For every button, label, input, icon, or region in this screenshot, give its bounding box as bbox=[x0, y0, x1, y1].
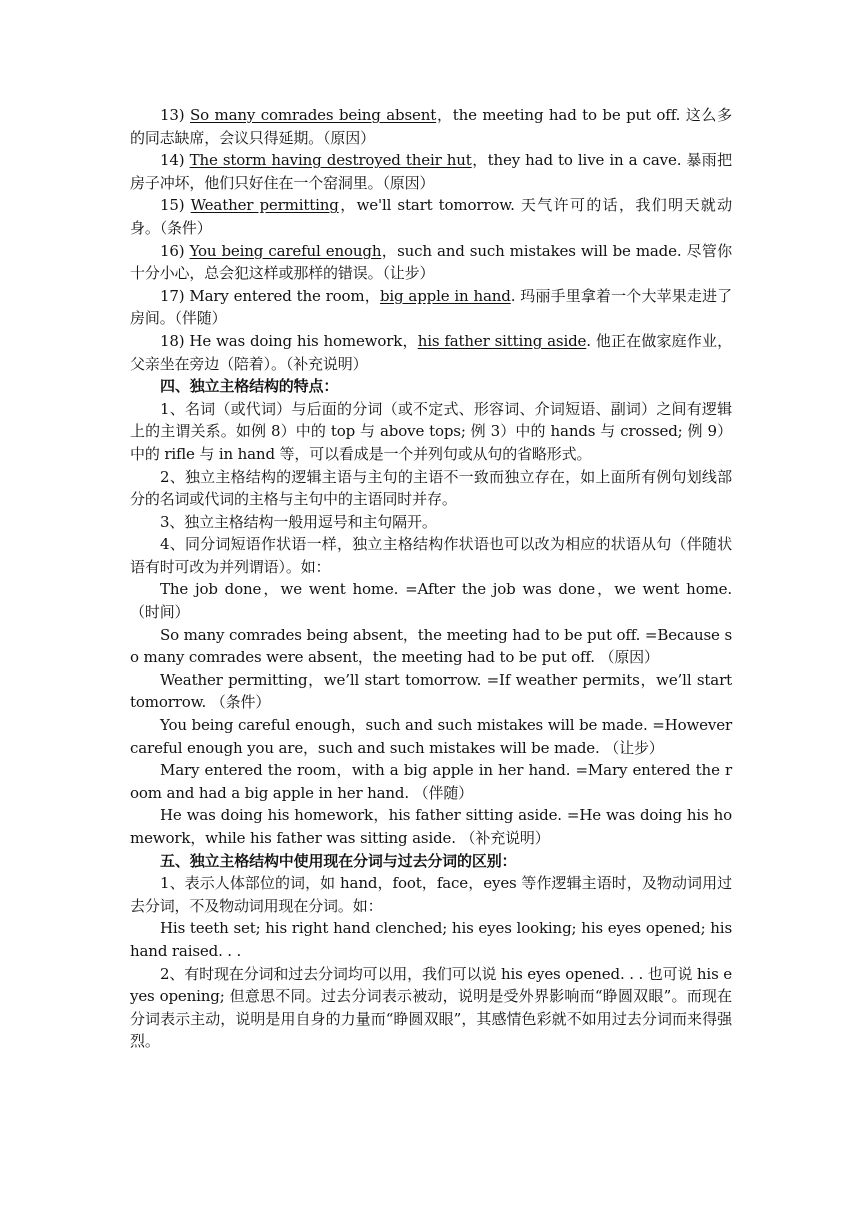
example-text: 17) Mary entered the room， bbox=[160, 286, 380, 305]
underlined-phrase: Weather permitting bbox=[190, 196, 339, 215]
section-heading-5: 五、独立主格结构中使用现在分词与过去分词的区别： bbox=[160, 851, 517, 870]
section-heading-4: 四、独立主格结构的特点： bbox=[160, 377, 339, 396]
example-15 bbox=[130, 194, 732, 239]
underlined-phrase: The storm having destroyed their hut bbox=[189, 151, 472, 170]
conversion-example-concession: You being careful enough，such and such mistakes will be made. =However careful enough you are，such and such mistakes will be made. （让步） bbox=[130, 716, 732, 757]
document-page bbox=[130, 104, 732, 1053]
example-18 bbox=[130, 330, 732, 375]
underlined-phrase: his father sitting aside bbox=[417, 331, 587, 350]
conversion-example-accompany: Mary entered the room，with a big apple in her hand. =Mary entered the room and had a big apple in her hand. （伴随） bbox=[130, 761, 732, 802]
participle-paragraph-1: 1、表示人体部位的词，如 hand，foot，face，eyes 等作逻辑主语时，及物动词用过去分词，不及物动词用现在分词。如： bbox=[130, 874, 732, 915]
example-text: ，we'll start tomorrow. 天气许可的话，我们明天就动身。（条件） bbox=[130, 196, 732, 237]
conversion-example-reason: So many comrades being absent，the meeting had to be put off. =Because so many comrades were absent，the meeting had to be put off. （原因） bbox=[130, 625, 732, 667]
example-14 bbox=[130, 149, 732, 194]
example-text: ，such and such mistakes will be made. 尽管你十分小心，总会犯这样或那样的错误。（让步） bbox=[130, 241, 732, 283]
example-text: 16) bbox=[160, 241, 190, 260]
feature-paragraph-1: 1、名词（或代词）与后面的分词（或不定式、形容词、介词短语、副词）之间有逻辑上的主谓关系。如例 8）中的 top 与 above tops; 例 3）中的 hands 与 crossed; 例 9）中的 rifle 与 in hand 等，可以看成是一个并列句或从句的省略形式。 bbox=[130, 399, 732, 463]
conversion-example-condition: Weather permitting，we’ll start tomorrow. =If weather permits，we’ll start tomorrow. （条件） bbox=[130, 670, 732, 712]
example-text: . 他正在做家庭作业，父亲坐在旁边（陪着）。（补充说明） bbox=[130, 331, 733, 373]
conversion-example-time: The job done，we went home. =After the job was done，we went home. （时间） bbox=[130, 580, 732, 622]
example-text: . 玛丽手里拿着一个大苹果走进了房间。（伴随） bbox=[130, 286, 733, 328]
example-16 bbox=[130, 240, 732, 285]
feature-paragraph-2: 2、独立主格结构的逻辑主语与主句的主语不一致而独立存在，如上面所有例句划线部分的名词或代词的主格与主句中的主语同时并存。 bbox=[130, 467, 732, 509]
conversion-example-supplement: He was doing his homework，his father sitting aside. =He was doing his homework，while his father was sitting aside. （补充说明） bbox=[130, 806, 732, 847]
feature-paragraph-4: 4、同分词短语作状语一样，独立主格结构作状语也可以改为相应的状语从句（伴随状语有时可改为并列谓语）。如： bbox=[130, 535, 732, 576]
example-text: 18) He was doing his homework， bbox=[160, 331, 418, 350]
example-13 bbox=[130, 104, 732, 149]
participle-paragraph-2: 2、有时现在分词和过去分词均可以用，我们可以说 his eyes opened. . . 也可说 his eyes opening; 但意思不同。过去分词表示被动，说明是受外界影响而“睁圆双眼”。而现在分词表示主动，说明是用自身的力量而“睁圆双眼”，其感情色彩就不如用过去分词而来得强烈。 bbox=[130, 964, 732, 1051]
underlined-phrase: So many comrades being absent bbox=[190, 106, 437, 124]
example-text: 14) bbox=[160, 151, 190, 170]
participle-examples: His teeth set; his right hand clenched; his eyes looking; his eyes opened; his hand raised. . . bbox=[130, 919, 732, 960]
example-text: 13) bbox=[160, 106, 190, 124]
underlined-phrase: You being careful enough bbox=[189, 241, 382, 260]
example-text: ，they had to live in a cave. 暴雨把房子冲坏，他们只好住在一个窑洞里。（原因） bbox=[130, 151, 733, 192]
example-text: ，the meeting had to be put off. 这么多的同志缺席，会议只得延期。（原因） bbox=[130, 106, 733, 147]
example-17 bbox=[130, 285, 732, 330]
underlined-phrase: big apple in hand bbox=[379, 286, 511, 305]
example-text: 15) bbox=[160, 196, 191, 215]
feature-paragraph-3: 3、独立主格结构一般用逗号和主句隔开。 bbox=[160, 512, 437, 531]
